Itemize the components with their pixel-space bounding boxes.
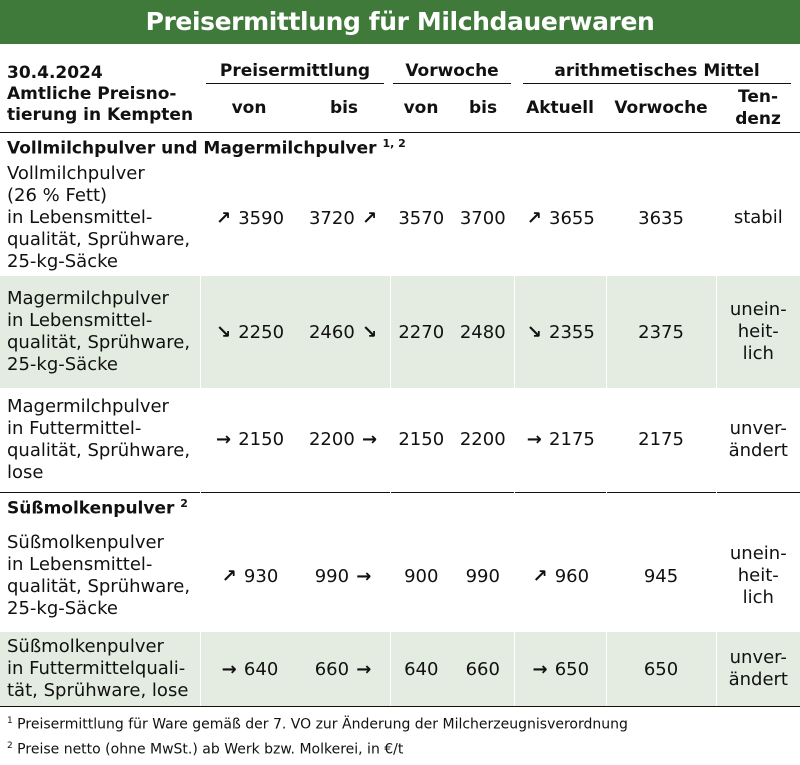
tendenz-line: lich [742,343,774,365]
trend-arrow-icon: ↘ [215,321,232,343]
mittel-vorwoche: 3635 [606,160,716,276]
header-arith-mittel: arithmetisches Mittel [523,61,790,84]
footnotes [0,706,800,764]
trend-arrow-icon: ↗ [526,207,542,229]
trend-arrow-icon: ↘ [361,321,378,343]
product-label-line: in Lebensmittel- [7,310,153,332]
section-footnote-ref: 1, 2 [382,136,406,150]
price-bis-value: 2200 [308,429,361,451]
product-label-line: qualität, Sprühware, [7,332,191,354]
product-label-line: Vollmilchpulver [7,163,145,185]
col-header-vorwoche: Vorwoche [614,97,708,118]
trend-arrow-icon: → [526,429,542,451]
tendenz-line: unein- [729,299,787,321]
footnote-text: Preise netto (ohne MwSt.) ab Werk bzw. Molkerei, in €/t [12,741,404,758]
col-header-vw-von: von [403,97,439,118]
vorwoche-bis: 3700 [459,207,506,229]
price-bis [298,276,390,388]
tendenz [716,520,800,632]
col-header-tendenz-2: denz [735,108,781,129]
mittel-aktuell [514,520,606,632]
price-bis [298,520,390,632]
tendenz [716,388,800,492]
price-von-value: 640 [238,658,279,680]
trend-arrow-icon: ↗ [221,565,237,587]
product-label-line: tät, Sprühware, lose [7,680,189,702]
trend-arrow-icon: → [356,658,372,680]
header-notierung-line2: tierung in Kempten [7,105,194,125]
trend-arrow-icon: → [221,658,237,680]
product-label-line: lose [7,461,44,483]
product-label-line: 25-kg-Säcke [7,251,118,273]
section-title: Vollmilchpulver und Magermilchpulver [7,138,377,159]
header-vorwoche-group: Vorwoche [393,61,511,84]
col-header-aktuell: Aktuell [526,97,594,118]
tendenz-line: unein- [729,543,787,565]
mittel-aktuell-value: 2355 [543,321,595,343]
footnote-mark: 2 [7,740,13,751]
vorwoche-bis: 2200 [459,429,506,451]
product-label-line: Magermilchpulver [7,288,169,310]
tendenz-line: lich [742,587,774,609]
price-von [200,388,298,492]
trend-arrow-icon: → [532,658,548,680]
col-header-vw-bis: bis [468,97,498,118]
mittel-aktuell-value: 2175 [543,429,595,451]
price-von [200,276,298,388]
trend-arrow-icon: ↘ [526,321,542,343]
product-label [0,276,200,388]
trend-arrow-icon: → [215,429,232,451]
mittel-aktuell [514,160,606,276]
mittel-aktuell [514,632,606,706]
vorwoche-von: 2270 [390,276,452,388]
trend-arrow-icon: ↗ [215,207,232,229]
tendenz-line: unver- [729,647,787,669]
tendenz [716,160,800,276]
header-date: 30.4.2024 [7,63,103,83]
vorwoche-bis: 660 [452,632,514,706]
vorwoche-von: 2150 [390,388,452,492]
price-bis-value: 660 [314,658,355,680]
vorwoche-bis: 990 [465,565,500,587]
header-notierung-line1: Amtliche Preisno- [7,84,177,104]
product-label [0,632,200,706]
product-label-line: 25-kg-Säcke [7,598,118,620]
footnote [7,711,793,736]
table-row [0,632,800,706]
table-row [0,276,800,388]
product-label-line: in Lebensmittel- [7,554,153,576]
product-label-line: qualität, Sprühware, [7,229,191,251]
product-label-line: in Lebensmittel- [7,207,153,229]
product-label-line: (26 % Fett) [7,185,108,207]
price-von-value: 930 [238,565,279,587]
product-label-line: in Futtermittelquali- [7,658,186,680]
mittel-aktuell [514,388,606,492]
tendenz-line: ändert [728,669,788,691]
price-von [200,160,298,276]
table-title: Preisermittlung für Milchdauerwaren [0,0,800,44]
product-label-line: Süßmolkenpulver [7,636,164,658]
product-label-line: Süßmolkenpulver [7,532,164,554]
section-footnote-ref: 2 [180,496,188,510]
footnote-text: Preisermittlung für Ware gemäß der 7. VO zur Änderung der Milcherzeugnisverordnung [12,716,628,733]
trend-arrow-icon: ↗ [361,207,378,229]
mittel-aktuell [514,276,606,388]
price-bis [298,632,390,706]
price-bis-value: 2460 [308,321,361,343]
table-row [0,388,800,492]
table-row [0,520,800,632]
product-label-line: qualität, Sprühware, [7,439,191,461]
price-bis-value: 3720 [308,207,361,229]
mittel-aktuell-value: 650 [548,658,590,680]
price-von-value: 3590 [232,207,285,229]
vorwoche-von: 3570 [390,160,452,276]
vorwoche-bis: 2480 [452,276,514,388]
price-von [200,632,298,706]
trend-arrow-icon: → [356,565,372,587]
tendenz-line: unver- [729,417,787,439]
price-von-value: 2150 [232,429,285,451]
trend-arrow-icon: → [361,429,378,451]
col-header-von: von [231,97,267,118]
price-bis-value: 990 [314,565,355,587]
vorwoche-von: 900 [390,520,452,632]
mittel-aktuell-value: 3655 [543,207,595,229]
footnote [7,736,793,761]
product-label [0,520,200,632]
tendenz-line: heit- [737,321,779,343]
mittel-aktuell-value: 960 [548,565,590,587]
footnote-mark: 1 [7,716,13,727]
product-label-line: in Futtermittel- [7,417,142,439]
section-header [0,132,800,160]
tendenz-line: ändert [728,439,788,461]
product-label-line: Magermilchpulver [7,395,169,417]
col-header-tendenz-1: Ten- [738,86,779,107]
vorwoche-von: 640 [390,632,452,706]
price-von-value: 2250 [232,321,285,343]
mittel-vorwoche: 650 [606,632,716,706]
table-row [0,160,800,276]
tendenz [716,632,800,706]
product-label-line: 25-kg-Säcke [7,354,118,376]
product-label [0,388,200,492]
mittel-vorwoche: 945 [606,520,716,632]
mittel-vorwoche: 2375 [606,276,716,388]
tendenz [716,276,800,388]
price-bis [298,160,390,276]
tendenz-line: heit- [737,565,779,587]
tendenz-line: stabil [733,207,783,229]
section-header [0,492,800,520]
mittel-vorwoche: 2175 [606,388,716,492]
product-label [0,160,200,276]
product-label-line: qualität, Sprühware, [7,576,191,598]
price-table [0,44,800,706]
price-bis [298,388,390,492]
section-title: Süßmolkenpulver [7,498,175,519]
price-von [200,520,298,632]
trend-arrow-icon: ↗ [532,565,548,587]
col-header-bis: bis [329,97,359,118]
header-preisermittlung: Preisermittlung [206,61,385,84]
